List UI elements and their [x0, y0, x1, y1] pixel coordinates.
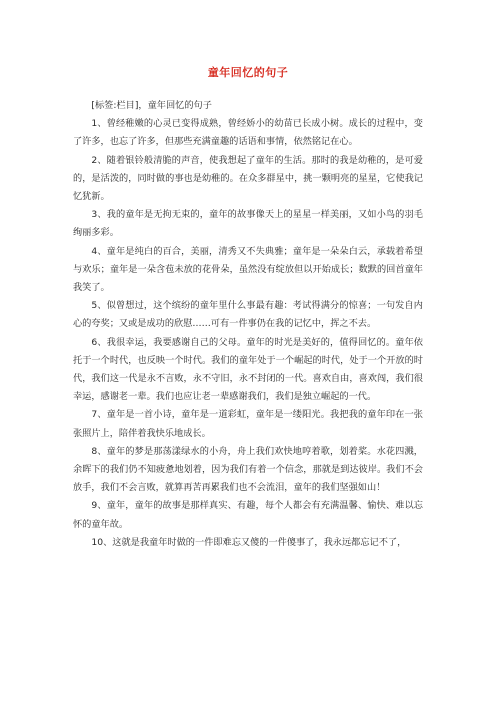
intro-paragraph: [标签:栏目]，童年回忆的句子	[91, 100, 212, 111]
paragraph-3: 3、我的童年是无拘无束的，童年的故事像天上的星星一样美丽，又如小鸟的羽毛绚丽多彩。	[73, 209, 423, 239]
paragraph-6: 6、我很幸运，我要感谢自己的父母。童年的时光是美好的，值得回忆的。童年依托于一个时代，也反映一个时代。我们的童年处于一个崛起的时代，处于一个开放的时代，我们这一代是永不言败，永不守旧，永不封闭的一代。喜欢自由，喜欢闯，我们很幸运，感谢老一辈。我们也应让老一辈感谢我们，我们是独立崛起的一代。	[73, 336, 423, 403]
paragraph-8: 8、童年的梦是那荡漾绿水的小舟，舟上我们欢快地哼着歌，划着桨。水花四溅，余晖下的我们仍不知疲惫地划着，因为我们有着一个信念，那就是到达彼岸。我们不会放手，我们不会言败，就算再苦再累我们也不会流泪，童年的我们坚强如山！	[73, 445, 423, 494]
paragraph-5: 5、似曾想过，这个缤纷的童年里什么事最有趣：考试得满分的惊喜；一句发自内心的夸奖；又或是成功的欣慰……可有一件事仍在我的记忆中，挥之不去。	[73, 300, 423, 330]
paragraph-4: 4、童年是纯白的百合，美丽，清秀又不失典雅；童年是一朵朵白云，承载着希望与欢乐；童年是一朵含苞未放的花骨朵，虽然没有绽放但以开始成长；数默的回首童年我笑了。	[73, 245, 423, 294]
paragraph-1: 1、曾经稚嫩的心灵已变得成熟，曾经娇小的幼苗已长成小树。成长的过程中，变了许多，也忘了许多，但那些充满童趣的话语和事情，依然铭记在心。	[73, 118, 423, 148]
paragraph-2: 2、随着银铃般清脆的声音，使我想起了童年的生活。那时的我是幼稚的，是可爱的，是活泼的，同时做的事也是幼稚的。在众多群星中，挑一颗明亮的星星，它使我记忆犹新。	[73, 154, 423, 203]
document-title: 童年回忆的句子	[207, 66, 289, 79]
paragraph-10: 10、这就是我童年时做的一件即难忘又傻的一件傻事了，我永远都忘记不了，	[91, 536, 407, 548]
document-body	[73, 97, 423, 552]
paragraph-7: 7、童年是一首小诗，童年是一道彩虹，童年是一缕阳光。我把我的童年印在一张张照片上，陪伴着我快乐地成长。	[73, 409, 423, 439]
paragraph-9: 9、童年，童年的故事是那样真实、有趣，每个人都会有充满温馨、愉快、难以忘怀的童年故。	[73, 500, 423, 530]
